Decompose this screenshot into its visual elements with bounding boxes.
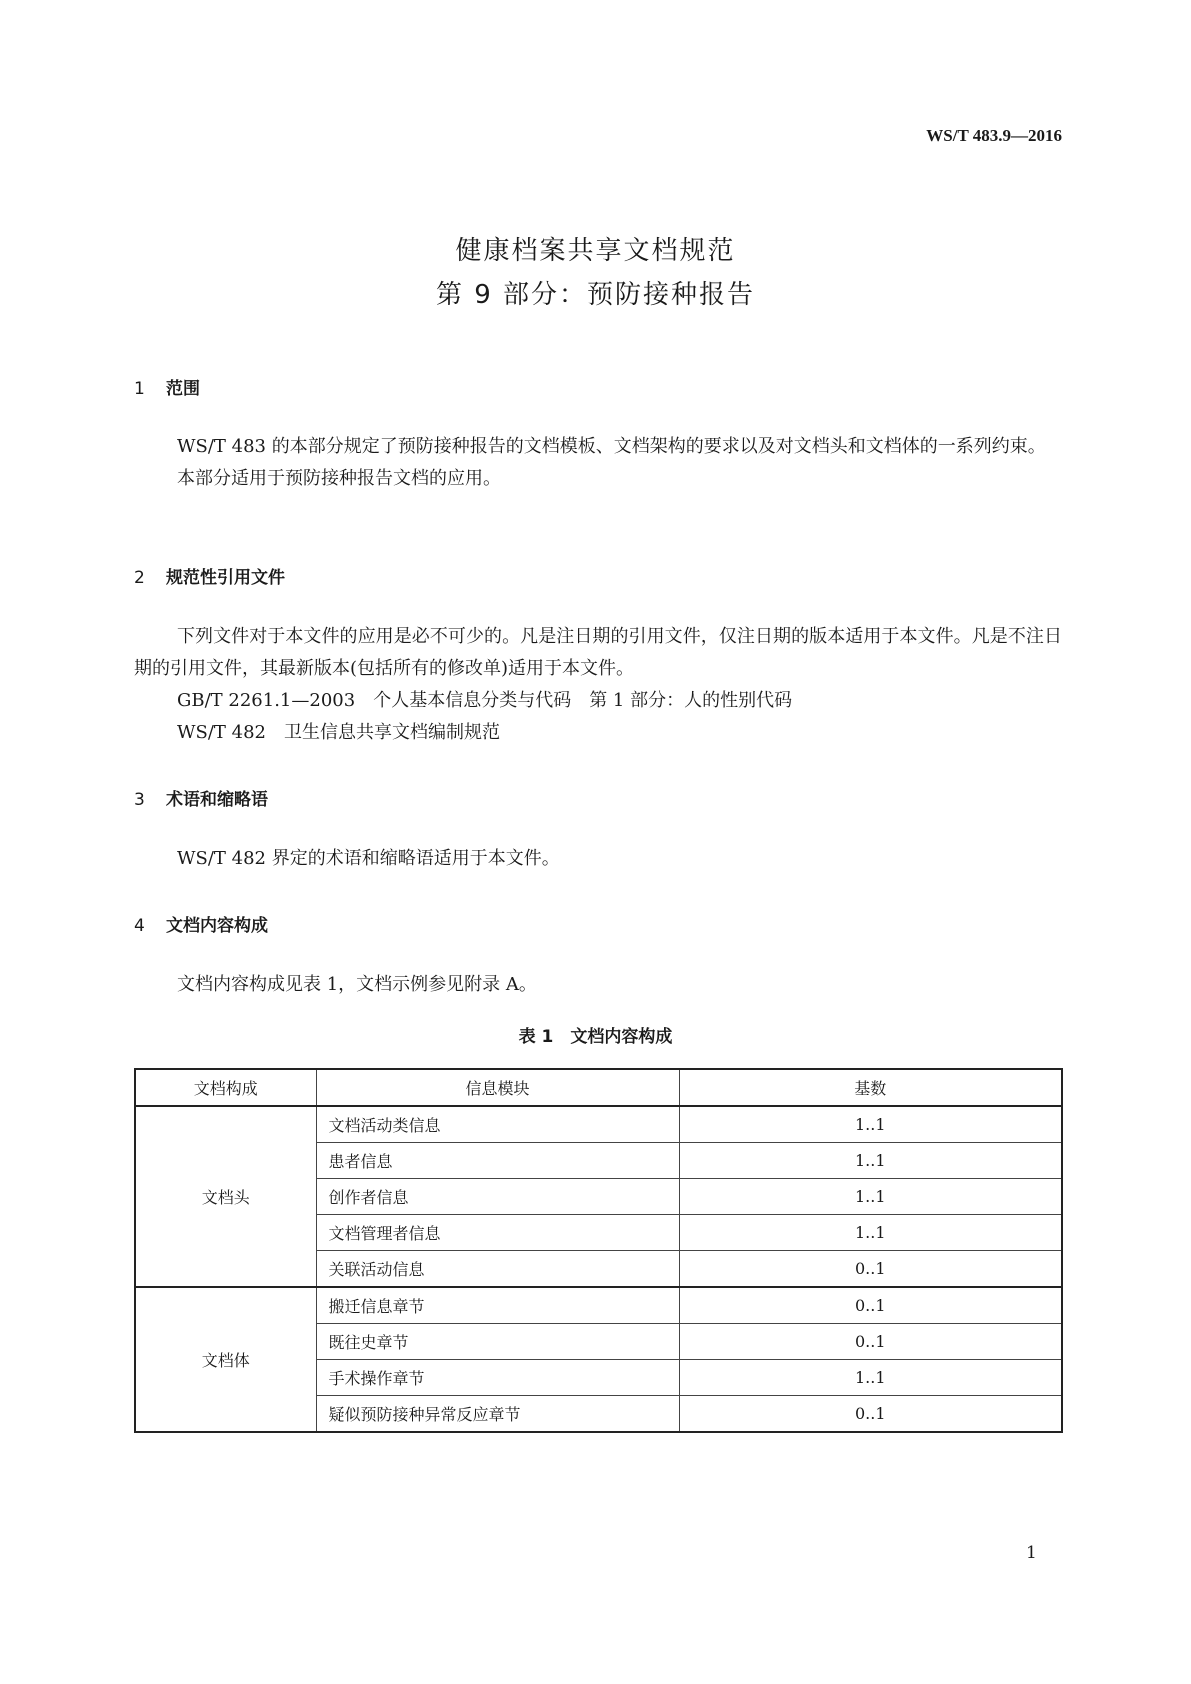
- reference-item: WS/T 482 卫生信息共享文档编制规范: [177, 722, 500, 743]
- cardinality-cell: 1..1: [679, 1215, 1062, 1251]
- section-heading-2: [134, 563, 285, 588]
- doc-title: 健康档案共享文档规范: [455, 236, 736, 266]
- section-title: 规范性引用文件: [166, 568, 285, 588]
- section-title: 术语和缩略语: [166, 790, 268, 810]
- cardinality-cell: 0..1: [679, 1251, 1062, 1288]
- group-cell: 文档体: [135, 1287, 316, 1432]
- page-number: 1: [1026, 1543, 1037, 1563]
- content-table: [134, 1068, 1063, 1433]
- section-1-body: [134, 431, 1062, 495]
- group-cell: 文档头: [135, 1106, 316, 1287]
- module-cell: 手术操作章节: [316, 1360, 679, 1396]
- section-3-body: [134, 843, 1062, 875]
- section-heading-1: [134, 374, 200, 399]
- paragraph: WS/T 483 的本部分规定了预防接种报告的文档模板、文档架构的要求以及对文档头和文档体的一系列约束。: [177, 436, 1046, 457]
- column-header: 基数: [679, 1069, 1062, 1106]
- section-number: 3: [134, 790, 145, 810]
- module-cell: 文档活动类信息: [316, 1106, 679, 1143]
- paragraph: 下列文件对于本文件的应用是必不可少的。凡是注日期的引用文件，仅注日期的版本适用于本文件。凡是不注日期的引用文件，其最新版本(包括所有的修改单)适用于本文件。: [134, 626, 1062, 679]
- module-cell: 搬迁信息章节: [316, 1287, 679, 1324]
- section-title: 文档内容构成: [166, 916, 268, 936]
- cardinality-cell: 0..1: [679, 1324, 1062, 1360]
- column-header: 信息模块: [316, 1069, 679, 1106]
- table-row: [135, 1287, 1062, 1324]
- module-cell: 患者信息: [316, 1143, 679, 1179]
- doc-subtitle: 第 9 部分：预防接种报告: [435, 280, 756, 310]
- cardinality-cell: 1..1: [679, 1360, 1062, 1396]
- section-heading-3: [134, 785, 268, 810]
- module-cell: 既往史章节: [316, 1324, 679, 1360]
- cardinality-cell: 1..1: [679, 1179, 1062, 1215]
- paragraph: 文档内容构成见表 1，文档示例参见附录 A。: [177, 974, 537, 995]
- section-number: 2: [134, 568, 145, 588]
- table-header-row: [135, 1069, 1062, 1106]
- section-heading-4: [134, 911, 268, 936]
- section-4-body: [134, 969, 1062, 1001]
- module-cell: 创作者信息: [316, 1179, 679, 1215]
- module-cell: 文档管理者信息: [316, 1215, 679, 1251]
- section-title: 范围: [166, 379, 200, 399]
- module-cell: 关联活动信息: [316, 1251, 679, 1288]
- table-row: [135, 1106, 1062, 1143]
- cardinality-cell: 1..1: [679, 1143, 1062, 1179]
- table-caption: 表 1 文档内容构成: [518, 1027, 673, 1047]
- column-header: 文档构成: [135, 1069, 316, 1106]
- reference-item: GB/T 2261.1—2003 个人基本信息分类与代码 第 1 部分：人的性别代码: [177, 690, 793, 711]
- module-cell: 疑似预防接种异常反应章节: [316, 1396, 679, 1433]
- paragraph: 本部分适用于预防接种报告文档的应用。: [177, 468, 501, 489]
- cardinality-cell: 0..1: [679, 1287, 1062, 1324]
- section-number: 4: [134, 916, 145, 936]
- paragraph: WS/T 482 界定的术语和缩略语适用于本文件。: [177, 848, 560, 869]
- section-2-body: [134, 621, 1062, 749]
- cardinality-cell: 0..1: [679, 1396, 1062, 1433]
- section-number: 1: [134, 379, 145, 399]
- cardinality-cell: 1..1: [679, 1106, 1062, 1143]
- standard-number: WS/T 483.9—2016: [926, 126, 1062, 145]
